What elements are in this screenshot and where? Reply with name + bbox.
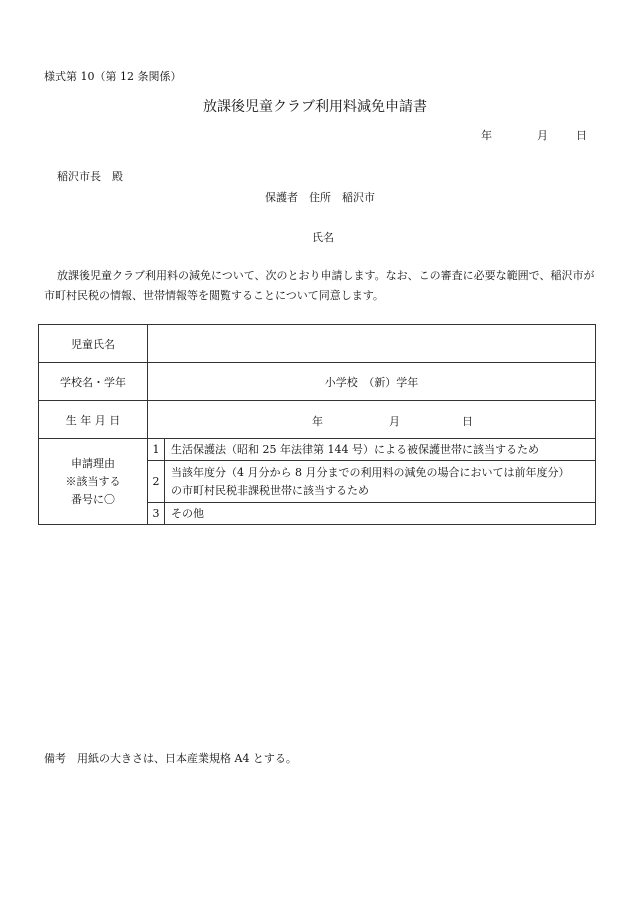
application-table — [38, 324, 596, 525]
birth-month-label: 月 — [389, 415, 400, 428]
birth-date-label: 生 年 月 日 — [39, 401, 148, 439]
reason-number-3[interactable]: 3 — [148, 503, 165, 525]
reason-label-line-1: 申請理由 — [71, 456, 115, 470]
birth-date-field[interactable] — [148, 401, 596, 439]
child-name-field[interactable] — [148, 325, 596, 363]
child-name-label: 児童氏名 — [39, 325, 148, 363]
consent-statement: 放課後児童クラブ利用料の減免について、次のとおり申請します。なお、この審査に必要な範囲で、稲沢市が市町村民税の情報、世帯情報等を閲覧することについて同意します。 — [44, 269, 595, 302]
document-title: 放課後児童クラブ利用料減免申請書 — [203, 99, 427, 115]
date-day-label: 日 — [576, 129, 587, 142]
date-month-label: 月 — [537, 129, 548, 142]
reason-number-1[interactable]: 1 — [148, 439, 165, 461]
school-row — [39, 363, 596, 401]
reason-label-line-3: 番号に〇 — [71, 492, 115, 506]
child-name-row — [39, 325, 596, 363]
reason-text-2-line-1: 当該年度分（4 月分から 8 月分までの利用料の減免の場合においては前年度分） — [171, 465, 570, 479]
guardian-address-line: 保護者 住所 稲沢市 — [265, 191, 375, 204]
school-grade-field[interactable]: 小学校 （新）学年 — [148, 363, 596, 401]
reason-text-2 — [165, 461, 596, 503]
remarks: 備考 用紙の大きさは、日本産業規格 A4 とする。 — [44, 752, 297, 765]
reason-label — [39, 439, 148, 525]
reason-text-1: 生活保護法（昭和 25 年法律第 144 号）による被保護世帯に該当するため — [165, 439, 596, 461]
birth-day-label: 日 — [462, 415, 473, 428]
guardian-name-label: 氏名 — [312, 231, 334, 244]
form-number: 様式第 10（第 12 条関係） — [44, 70, 182, 83]
reason-row-1 — [39, 439, 596, 461]
reason-text-2-line-2: の市町村民税非課税世帯に該当するため — [171, 483, 369, 497]
reason-number-2[interactable]: 2 — [148, 461, 165, 503]
date-year-label: 年 — [481, 129, 492, 142]
reason-text-3: その他 — [165, 503, 596, 525]
reason-label-line-2: ※該当する — [65, 474, 121, 488]
addressee: 稲沢市長 殿 — [57, 170, 123, 183]
birth-year-label: 年 — [312, 415, 323, 428]
school-label: 学校名・学年 — [39, 363, 148, 401]
birth-date-row — [39, 401, 596, 439]
